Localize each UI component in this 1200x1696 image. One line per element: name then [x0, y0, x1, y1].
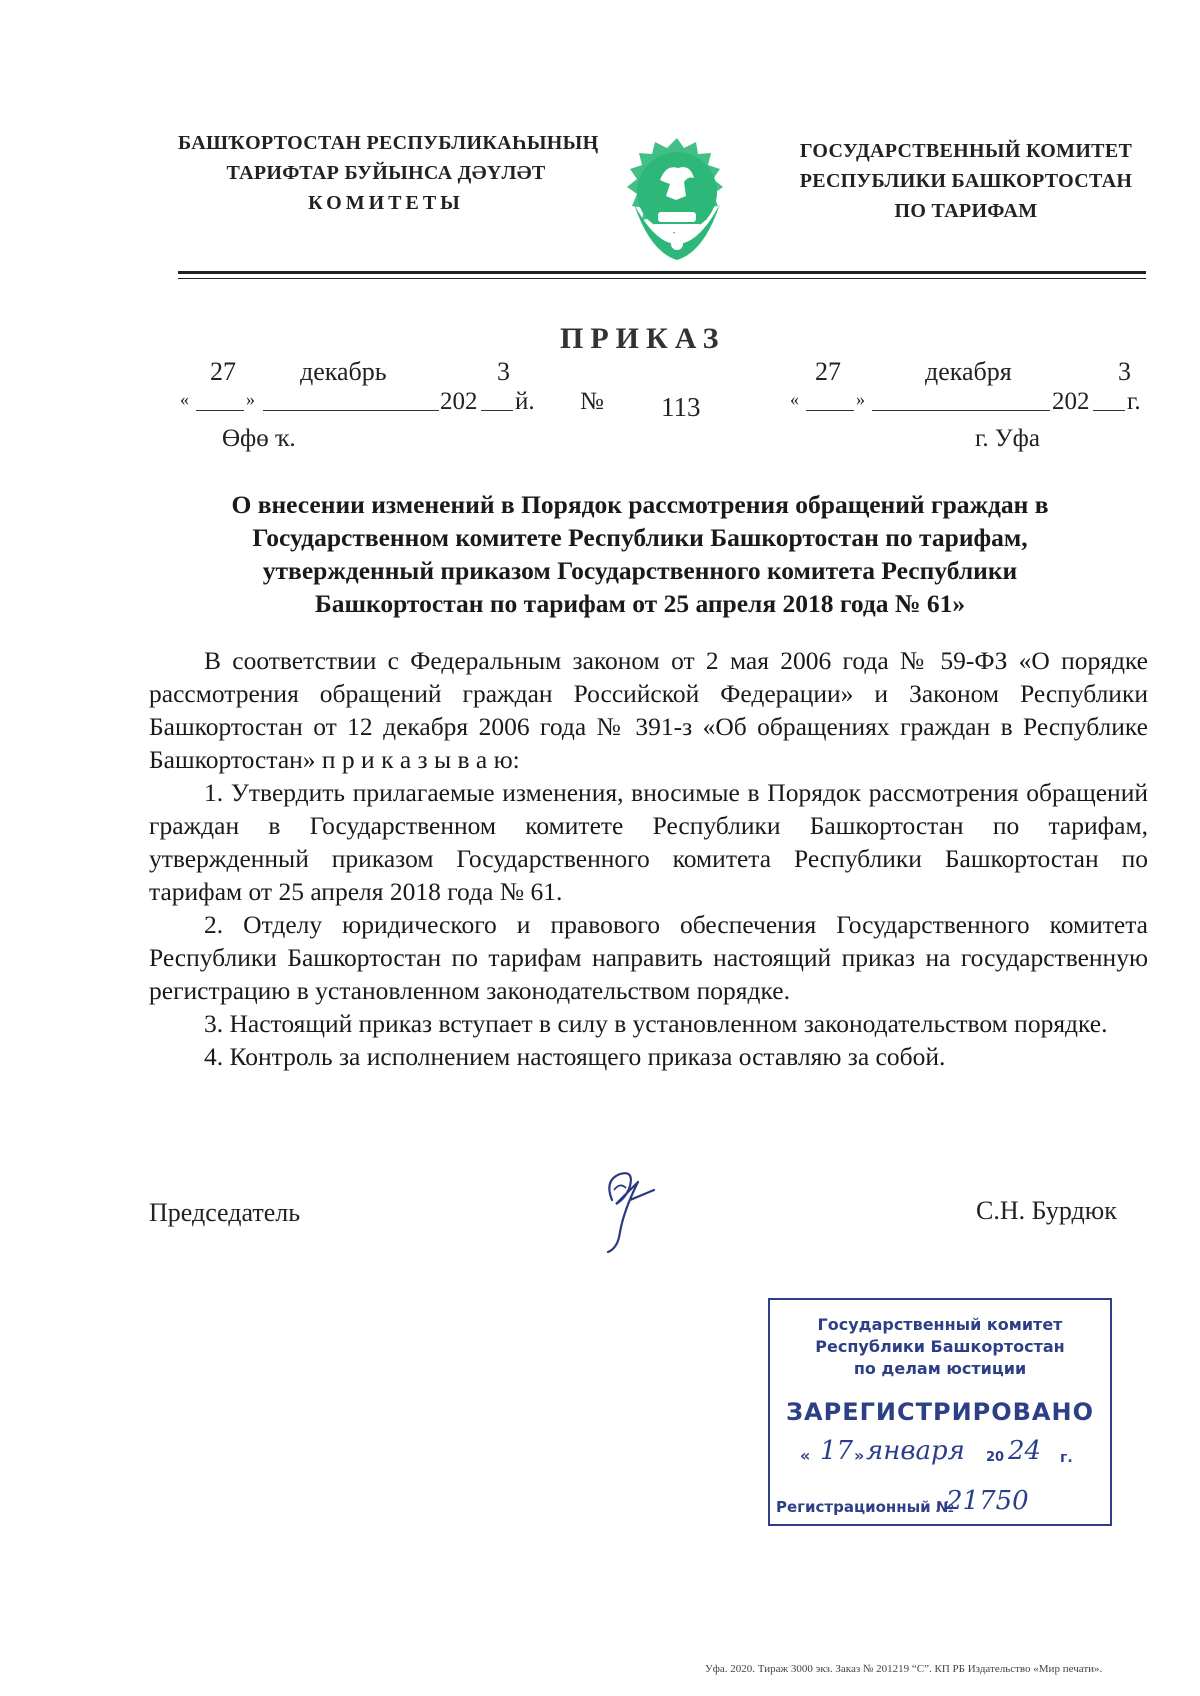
left-date-year-prefix: 202 [440, 388, 478, 415]
left-date-open-quote: « [180, 389, 189, 409]
header-rule-thick [178, 271, 1146, 274]
stamp-reg-label: Регистрационный № [776, 1498, 954, 1516]
stamp-date-close: » [854, 1446, 865, 1465]
order-title [195, 488, 1085, 620]
right-date-year-blank [1093, 410, 1125, 411]
coat-of-arms-icon [614, 134, 740, 266]
header-left-line-1: БАШҠОРТОСТАН РЕСПУБЛИКАҺЫНЫҢ [178, 132, 599, 154]
stamp-status: ЗАРЕГИСТРИРОВАНО [786, 1398, 1094, 1426]
stamp-year: 24 [1008, 1436, 1042, 1466]
title-line: Башкортостан по тарифам от 25 апреля 2018 года № 61» [314, 589, 966, 618]
stamp-date-open: « [800, 1446, 811, 1465]
order-heading: ПРИКАЗ [560, 322, 726, 355]
right-date-close-quote: » [856, 389, 865, 409]
header-rule-thin [178, 278, 1146, 279]
stamp-year-suffix: г. [1060, 1450, 1073, 1466]
stamp-day: 17 [820, 1436, 854, 1466]
left-date-day: 27 [210, 357, 236, 386]
right-date-month: декабря [925, 357, 1012, 386]
stamp-reg-row [770, 1486, 1110, 1522]
left-date-month: декабрь [300, 357, 387, 386]
left-date-close-quote: » [246, 389, 255, 409]
title-line: утвержденный приказом Государственного комитета Республики [262, 556, 1018, 585]
left-date-year-blank [481, 410, 513, 411]
left-date-day-blank [196, 410, 244, 411]
right-date-day-blank [806, 410, 854, 411]
left-date-month-blank [263, 410, 439, 411]
order-item-1: 1. Утвердить прилагаемые изменения, вносимые в Порядок рассмотрения обращений граждан в Государственном комитете Республики Башкортостан по тарифам, утвержденный приказом Государственного комитета Республики Башкортостан по тарифам от 25 апреля 2018 года № 61. [149, 778, 1148, 906]
stamp-month: января [866, 1436, 965, 1466]
left-city: Өфө ҡ. [222, 425, 296, 452]
right-date-year-digit: 3 [1118, 357, 1131, 386]
right-city: г. Уфа [975, 425, 1040, 452]
right-date-month-blank [872, 410, 1050, 411]
signatory-position: Председатель [149, 1198, 301, 1227]
left-date-suffix: й. [515, 388, 535, 415]
title-line: О внесении изменений в Порядок рассмотрения обращений граждан в [231, 490, 1049, 519]
stamp-year-prefix: 20 [986, 1450, 1005, 1465]
header-right [786, 136, 1146, 226]
order-item-4: 4. Контроль за исполнением настоящего приказа оставляю за собой. [204, 1042, 946, 1071]
print-imprint: Уфа. 2020. Тираж 3000 экз. Заказ № 201219 “С”. КП РБ Издательство «Мир печати». [705, 1663, 1103, 1675]
left-date-year-digit: 3 [497, 357, 510, 386]
registration-stamp [768, 1298, 1112, 1526]
stamp-date-row [770, 1436, 1110, 1476]
preamble-paragraph: В соответствии с Федеральным законом от 2 мая 2006 года № 59-ФЗ «О порядке рассмотрения обращений граждан Российской Федерации» и Законом Республики Башкортостан от 12 декабря 2006 года № 391-з «Об обращениях граждан в Республике Башкортостан» п р и к а з ы в а ю: [149, 646, 1148, 774]
header-right-line-3: ПО ТАРИФАМ [894, 200, 1038, 222]
stamp-org-line-2: Республики Башкортостан [815, 1337, 1065, 1356]
order-item-3: 3. Настоящий приказ вступает в силу в установленном законодательством порядке. [204, 1009, 1108, 1038]
header-left [178, 128, 599, 218]
header-right-line-1: ГОСУДАРСТВЕННЫЙ КОМИТЕТ [799, 140, 1133, 162]
signatory-name: С.Н. Бурдюк [976, 1196, 1117, 1225]
order-item-2: 2. Отделу юридического и правового обеспечения Государственного комитета Республики Башкортостан по тарифам направить настоящий приказ на государственную регистрацию в установленном законодательством порядке. [149, 910, 1148, 1005]
right-date-day: 27 [815, 357, 841, 386]
order-number-sign: № [580, 388, 604, 415]
header-right-line-2: РЕСПУБЛИКИ БАШКОРТОСТАН [799, 170, 1133, 192]
handwritten-signature-icon [590, 1160, 660, 1256]
header-left-line-3: КОМИТЕТЫ [308, 192, 464, 214]
stamp-org-line-1: Государственный комитет [817, 1315, 1063, 1334]
right-date-year-prefix: 202 [1052, 388, 1090, 415]
title-line: Государственном комитете Республики Башкортостан по тарифам, [252, 523, 1028, 552]
right-date-suffix: г. [1127, 388, 1141, 415]
order-number: 113 [661, 392, 701, 422]
right-date-open-quote: « [790, 389, 799, 409]
order-body [149, 644, 1148, 1073]
header-left-line-2: ТАРИФТАР БУЙЫНСА ДӘҮЛӘТ [226, 162, 546, 184]
stamp-org [770, 1314, 1110, 1380]
stamp-org-line-3: по делам юстиции [853, 1359, 1027, 1378]
stamp-reg-number: 21750 [946, 1486, 1029, 1516]
